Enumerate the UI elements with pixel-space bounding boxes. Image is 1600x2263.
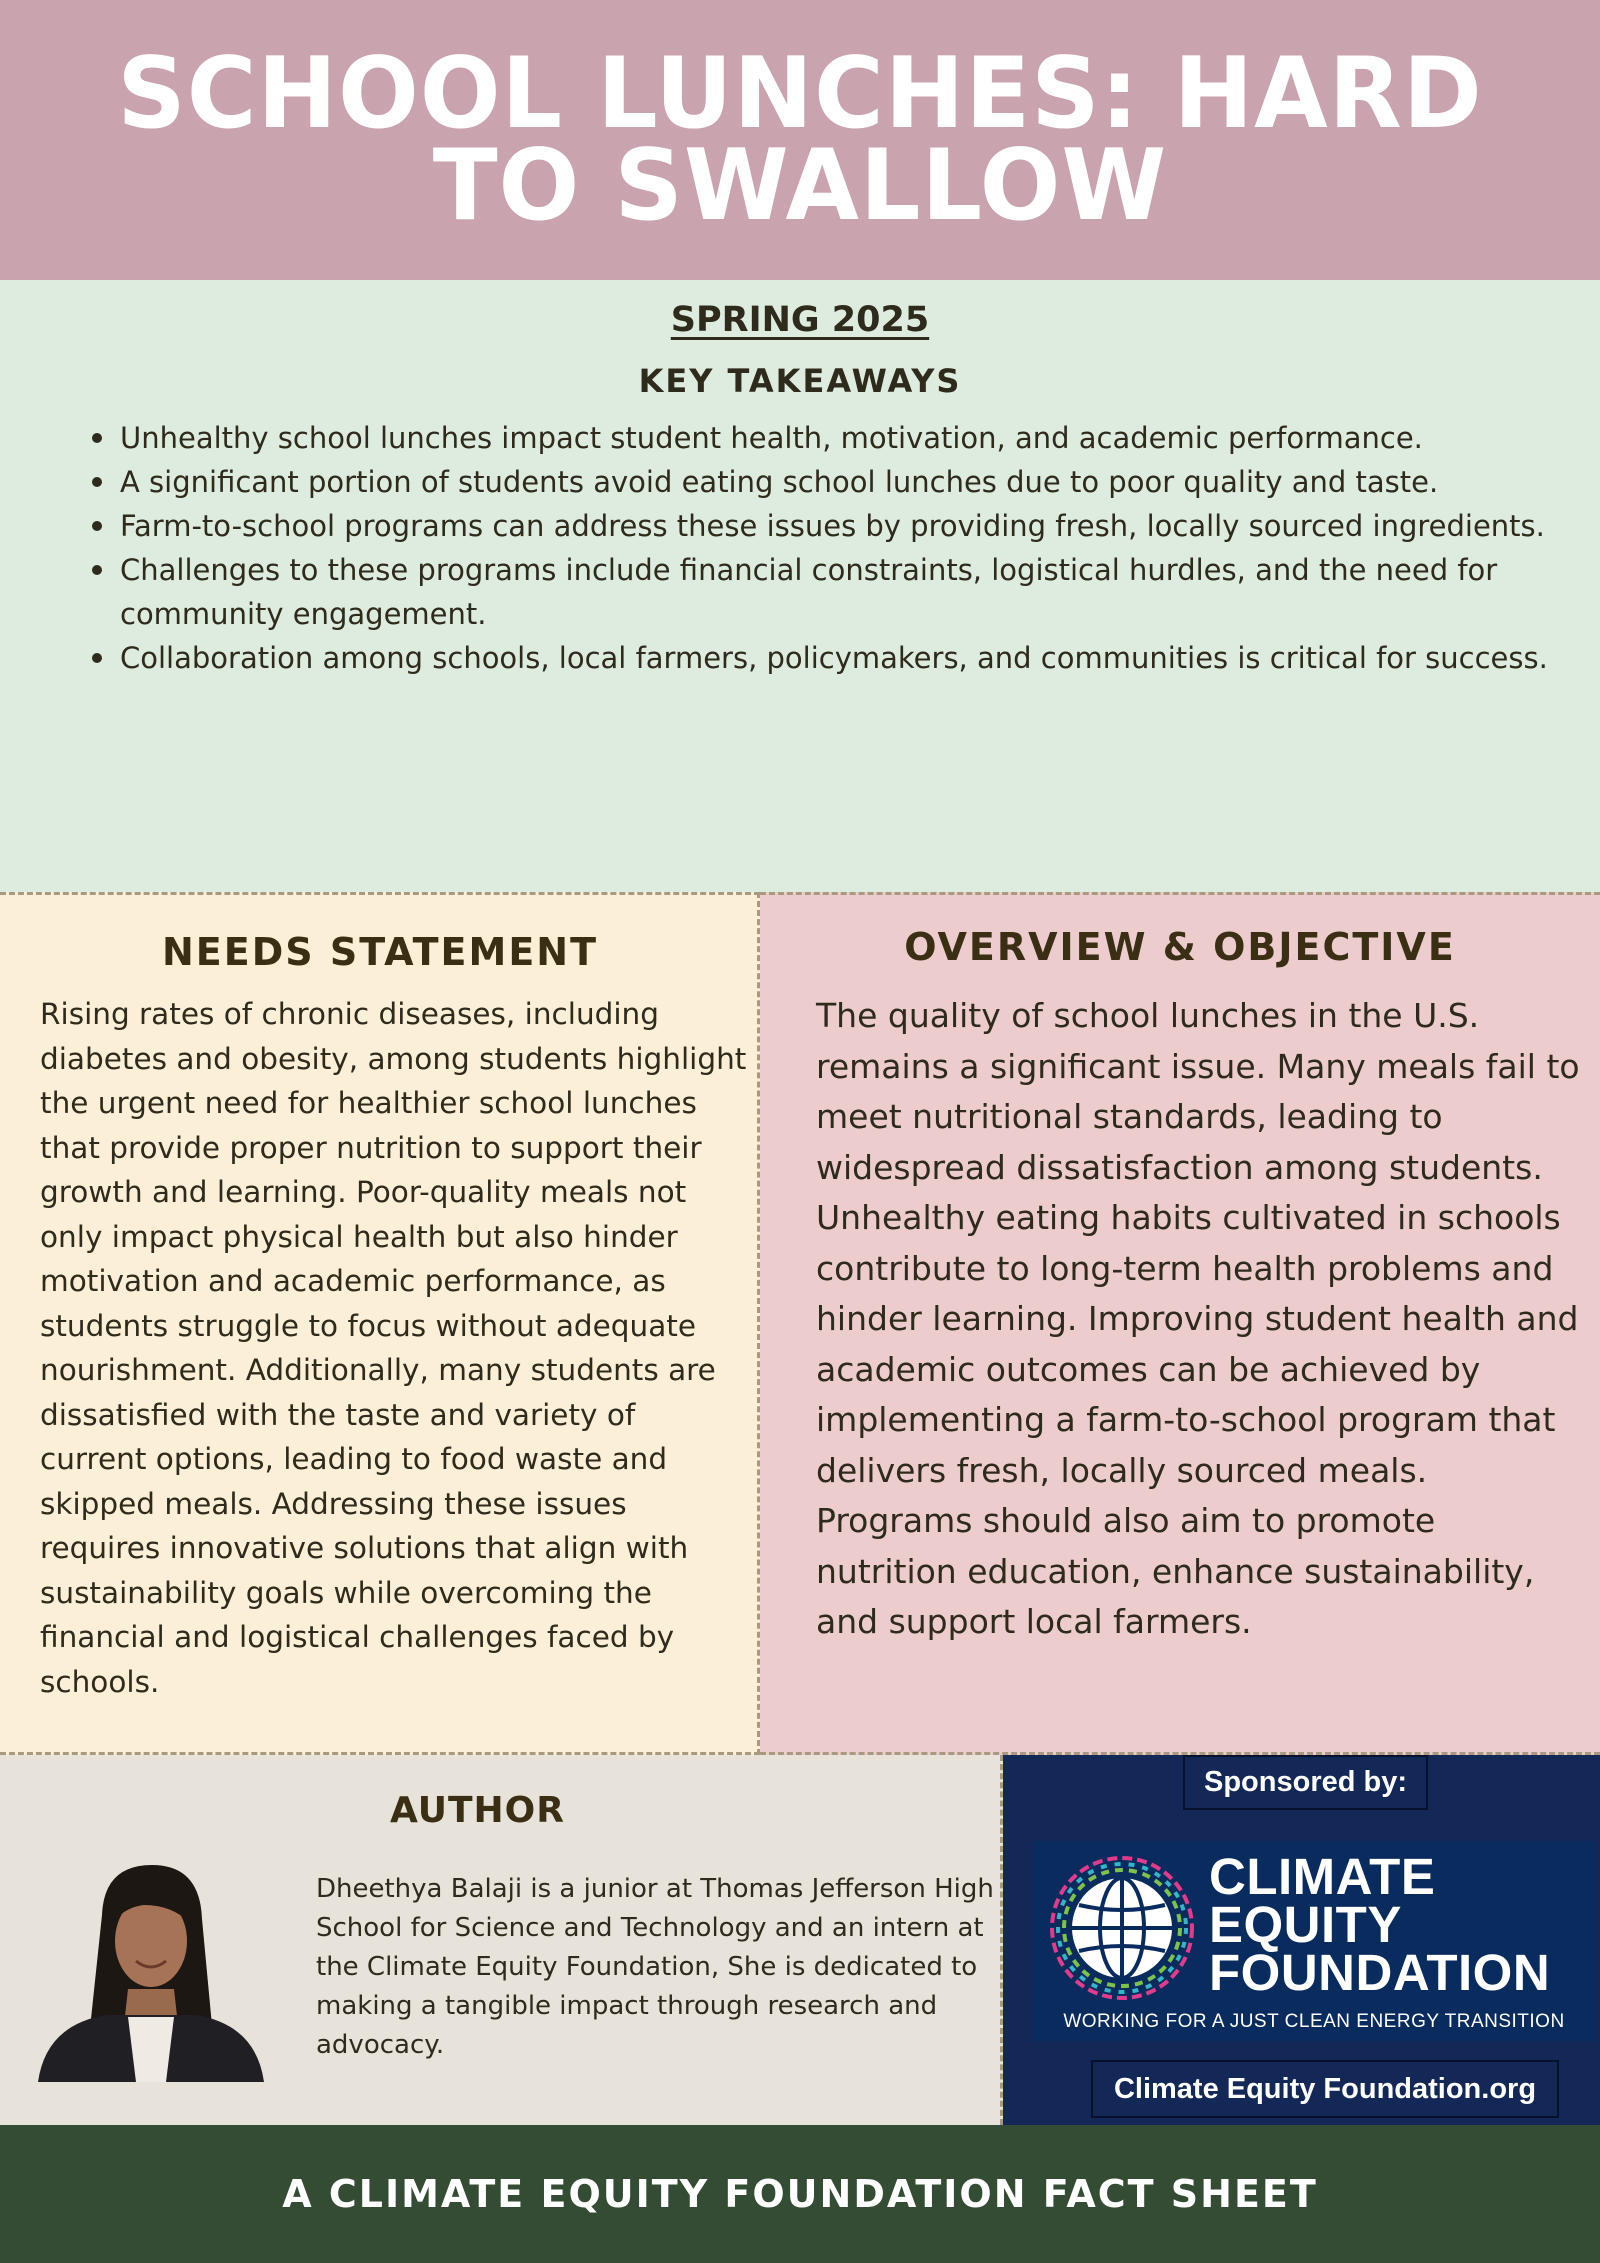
- author-photo: [32, 1857, 270, 2082]
- page-title: SCHOOL LUNCHES: HARD TO SWALLOW: [117, 37, 1483, 243]
- overview-body: The quality of school lunches in the U.S. remains a significant issue. Many meals fail to meet nutritional standards, leading to widespread dissatisfaction among students. Unhealthy eating habits cultivated in schools contribute to long-term health problems and hinder learning. Improving student health and academic outcomes can be achieved by implementing a farm-to-school program that delivers fresh, locally sourced meals. Programs should also aim to promote nutrition education, enhance sustainability, and support local farmers.: [816, 996, 1580, 1641]
- author-bio: Dheethya Balaji is a junior at Thomas Jefferson High School for Science and Technology and an intern at the Climate Equity Foundation, She is dedicated to making a tangible impact through research and advocacy.: [316, 1874, 994, 2060]
- key-takeaways-title: KEY TAKEAWAYS: [638, 362, 962, 400]
- logo-word: FOUNDATION: [1209, 1944, 1551, 2001]
- needs-statement-body: Rising rates of chronic diseases, including diabetes and obesity, among students highlight the urgent need for healthier school lunches that provide proper nutrition to support their growth and learning. Poor-quality meals not only impact physical health but also hinder motivation and academic performance, as students struggle to focus without adequate nourishment. Additionally, many students are dissatisfied with the taste and variety of current options, leading to food waste and skipped meals. Addressing these issues requires innovative solutions that align with sustainability goals while overcoming the financial and logistical challenges faced by schools.: [40, 997, 747, 1699]
- footer-text: A CLIMATE EQUITY FOUNDATION FACT SHEET: [282, 2172, 1318, 2216]
- author-title: AUTHOR: [390, 1790, 565, 1831]
- logo-tagline: WORKING FOR A JUST CLEAN ENERGY TRANSITION: [1063, 2011, 1565, 2032]
- takeaway-item: Collaboration among schools, local farmers, policymakers, and communities is critical for success.: [88, 636, 1568, 680]
- logo-word: CLIMATE: [1209, 1848, 1436, 1905]
- logo-word: EQUITY: [1209, 1896, 1402, 1953]
- key-takeaways-section: [0, 280, 1600, 892]
- footer-banner: [0, 2125, 1600, 2263]
- logo-name: [1209, 1848, 1551, 2001]
- takeaway-item: Unhealthy school lunches impact student health, motivation, and academic performance.: [88, 416, 1568, 460]
- website-link-button[interactable]: Climate Equity Foundation.org: [1091, 2060, 1559, 2118]
- needs-statement-title: NEEDS STATEMENT: [161, 930, 599, 974]
- needs-statement-section: [0, 892, 760, 1755]
- season-label: SPRING 2025: [670, 300, 930, 340]
- climate-equity-logo: [1033, 1841, 1595, 2041]
- overview-section: [760, 892, 1600, 1755]
- author-section: [0, 1755, 1003, 2125]
- takeaway-item: A significant portion of students avoid eating school lunches due to poor quality and taste.: [88, 460, 1568, 504]
- globe-icon: [1047, 1853, 1197, 2003]
- takeaway-item: Farm-to-school programs can address these issues by providing fresh, locally sourced ingredients.: [88, 504, 1568, 548]
- sponsored-by-label: Sponsored by:: [1183, 1755, 1428, 1810]
- sponsor-section: [1003, 1755, 1600, 2125]
- title-banner: [0, 0, 1600, 280]
- key-takeaways-list: [88, 416, 1568, 680]
- author-portrait-icon: [32, 1857, 270, 2082]
- takeaway-item: Challenges to these programs include financial constraints, logistical hurdles, and the need for community engagement.: [88, 548, 1568, 636]
- overview-title: OVERVIEW & OBJECTIVE: [904, 925, 1456, 969]
